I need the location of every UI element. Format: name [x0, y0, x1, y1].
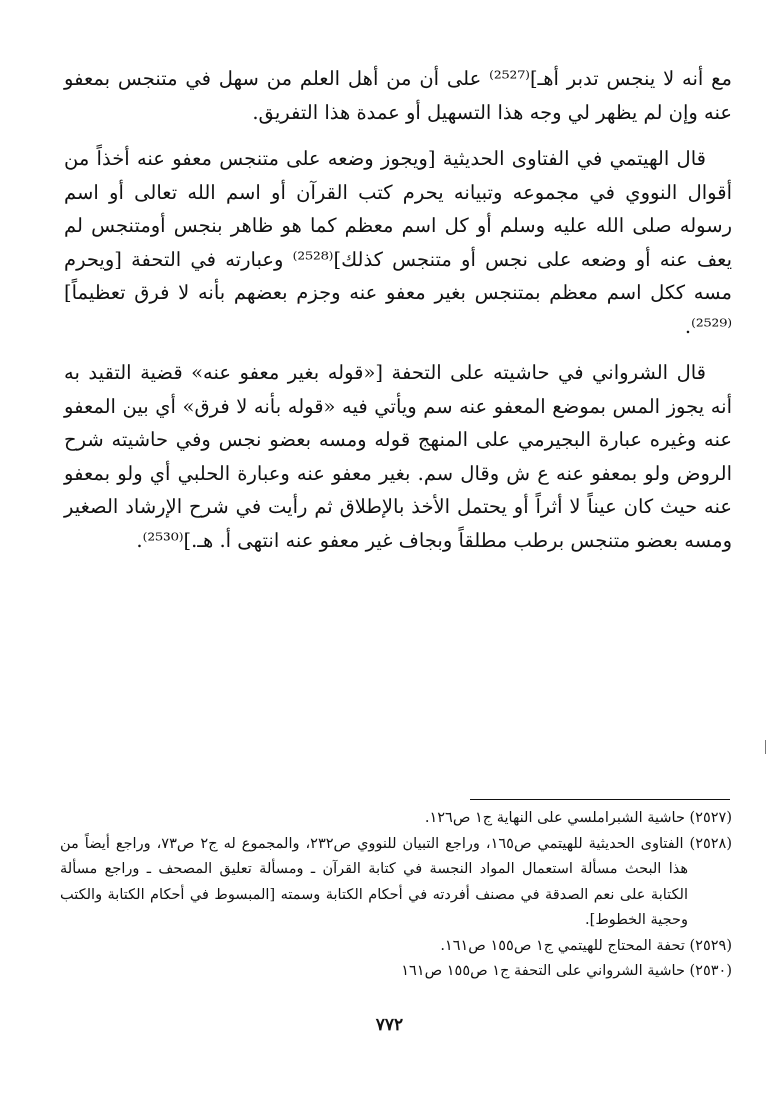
footnote-separator — [470, 799, 730, 800]
footnote-2527: (٢٥٢٧) حاشية الشبراملسي على النهاية ج١ ص١٢٦. — [424, 810, 732, 826]
footnote-2528: (٢٥٢٨) الفتاوى الحديثية للهيتمي ص١٦٥، وراجع التبيان للنووي ص٢٣٢، والمجموع له ج٢ ص٧٣، وراجع أيضاً من هذا البحث مسألة استعمال المواد النجسة في كتابة القرآن ـ ومسألة تعليق المصحف ـ وراجع مسألة الكتابة على نعم الصدقة في مصنف أفردته في أحكام الكتابة وسمته [المبسوط في أحكام الكتابة والكتب وحجية الخطوط]. — [60, 835, 733, 928]
page-number: ٧٧٢ — [375, 1015, 404, 1035]
paragraph-2: قال الهيتمي في الفتاوى الحديثية [ويجوز وضعه على متنجس معفو عنه أخذاً من أقوال النووي في مجموعه وتبيانه يحرم كتب القرآن أو اسم الله تعالى أو اسم رسوله صلى الله عليه وسلم أو كل اسم معظم كما هو ظاهر بنجس أومتنجس لم يعف عنه أو وضعه على نجس أو متنجس كذلك]⁽²⁵²⁸⁾ وعبارته في التحفة [ويحرم مسه ككل اسم معظم بمتنجس بغير معفو عنه وجزم بعضهم بأنه لا فرق تعظيماً]⁽²⁵²⁹⁾. — [64, 147, 732, 338]
paragraph-1: مع أنه لا ينجس تدبر أهـ]⁽²⁵²⁷⁾ على أن من أهل العلم من سهل في متنجس بمعفو عنه وإن لم يظهر لي وجه هذا التسهيل أو عمدة هذا التفريق. — [64, 67, 733, 124]
body-text — [64, 62, 732, 570]
footnote-2530: (٢٥٣٠) حاشية الشرواني على التحفة ج١ ص١٥٥ ص١٦١ — [401, 963, 732, 979]
scan-artifact — [765, 740, 766, 754]
footnotes — [60, 806, 732, 985]
footnote-2529: (٢٥٢٩) تحفة المحتاج للهيتمي ج١ ص١٥٥ ص١٦١. — [440, 937, 732, 954]
paragraph-3: قال الشرواني في حاشيته على التحفة [«قوله بغير معفو عنه» قضية التقيد به أنه يجوز المس بموضع المعفو عنه سم ويأتي فيه «قوله بأنه لا فرق» أي بين المعفو عنه وغيره عبارة البجيرمي على المنهج قوله ومسه بعضو نجس وفي حاشيته شرح الروض ولو بمعفو عنه ع ش وقال سم. بغير معفو عنه وعبارة الحلبي أي ولو بمعفو عنه حيث كان عيناً لا أثراً أو يحتمل الأخذ بالإطلاق ثم رأيت في شرح الإرشاد الصغير ومسه بعضو متنجس برطب مطلقاً وبجاف غير معفو عنه انتهى أ. هـ.]⁽²⁵³⁰⁾. — [64, 361, 732, 552]
